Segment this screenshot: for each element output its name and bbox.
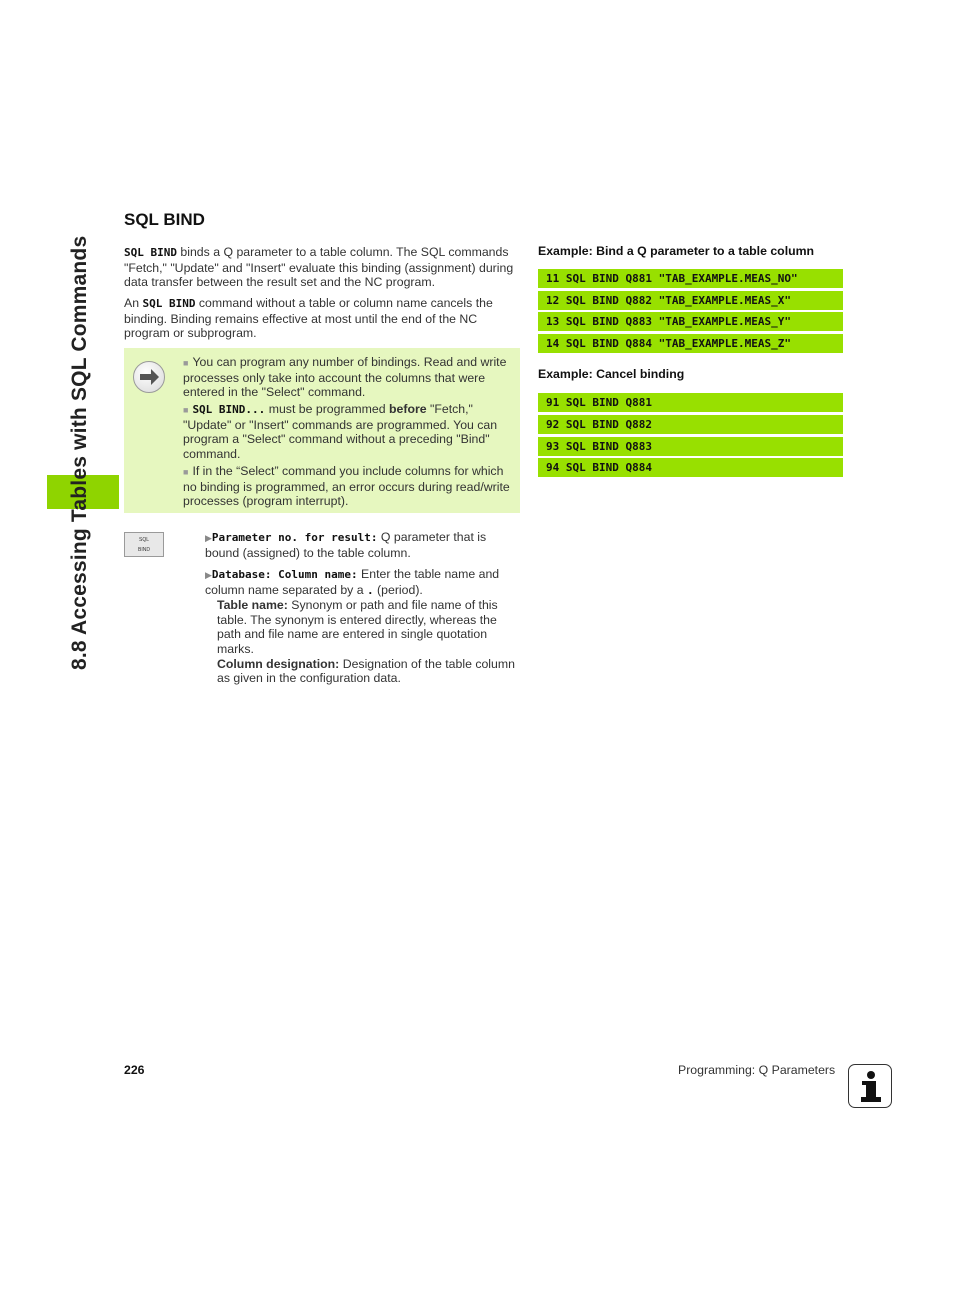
square-bullet-icon: ■ xyxy=(183,467,189,477)
param-sub-table xyxy=(205,598,517,656)
param-sub-bold: Column designation: xyxy=(217,656,340,671)
square-bullet-icon: ■ xyxy=(183,358,189,368)
note-bold-text: before xyxy=(389,402,427,416)
code-inline: SQL BIND xyxy=(124,246,177,259)
example-1-title: Example: Bind a Q parameter to a table column xyxy=(538,244,815,258)
code-line: 93 SQL BIND Q883 xyxy=(538,437,843,456)
page-number: 226 xyxy=(124,1063,145,1077)
intro-paragraph-1 xyxy=(124,245,520,290)
param-label: Database: Column name: xyxy=(211,568,358,581)
paragraph-text: binds a Q parameter to a table column. The SQL commands "Fetch," "Update" and "Insert" evaluate this binding (assignment) during data transfer between the result set and the NC program. xyxy=(124,245,514,290)
square-bullet-icon: ■ xyxy=(183,405,189,415)
info-icon xyxy=(848,1064,892,1108)
code-line: 92 SQL BIND Q882 xyxy=(538,415,843,434)
param-text: (period). xyxy=(373,582,423,597)
param-sub-column xyxy=(205,657,517,686)
code-inline: SQL BIND xyxy=(142,297,196,310)
note-item-3 xyxy=(183,464,513,509)
code-inline: . xyxy=(367,583,374,597)
note-text: You can program any number of bindings. Read and write processes only take into account the columns that were entered in the "Select" command. xyxy=(183,355,507,400)
sql-bind-softkey xyxy=(124,532,164,557)
note-text: must be programmed xyxy=(265,402,389,416)
param-sub-bold: Table name: xyxy=(217,598,288,613)
code-line: 14 SQL BIND Q884 "TAB_EXAMPLE.MEAS_Z" xyxy=(538,334,843,353)
param-sub-text: Designation of the table column as given in the configuration data. xyxy=(217,656,515,686)
triangle-bullet-icon: ▶ xyxy=(205,533,212,543)
param-item-result xyxy=(205,530,517,560)
param-item-column xyxy=(205,567,517,686)
param-text: Enter the table name and column name separated by a xyxy=(205,567,500,597)
code-inline: SQL BIND... xyxy=(192,403,266,416)
example-2-title: Example: Cancel binding xyxy=(538,367,685,381)
note-text: "Fetch," "Update" or "Insert" commands are programmed. You can program a "Select" command without a preceding "Bind" command. xyxy=(183,402,498,461)
softkey-label: BIND xyxy=(138,547,150,553)
softkey-label: SQL xyxy=(138,537,149,543)
code-line: 91 SQL BIND Q881 xyxy=(538,393,843,412)
param-sub-text: Synonym or path and file name of this table. The synonym is entered directly, whereas the path and file name are entered in single quotation marks. xyxy=(217,598,498,656)
code-line: 13 SQL BIND Q883 "TAB_EXAMPLE.MEAS_Y" xyxy=(538,312,843,331)
chapter-side-title: 8.8 Accessing Tables with SQL Commands xyxy=(68,235,91,670)
note-text: If in the “Select” command you include columns for which no binding is programmed, an error occurs during read/write processes (program interrupt). xyxy=(183,464,510,509)
paragraph-text: command without a table or column name cancels the binding. Binding remains effective at most until the end of the NC program or subprogram. xyxy=(124,296,493,341)
section-title: SQL BIND xyxy=(124,210,205,229)
param-text: Q parameter that is bound (assigned) to the table column. xyxy=(205,530,487,560)
arrow-right-icon xyxy=(133,361,165,393)
code-line: 94 SQL BIND Q884 xyxy=(538,458,843,477)
triangle-bullet-icon: ▶ xyxy=(205,570,212,580)
note-item-2 xyxy=(183,402,513,461)
code-line: 11 SQL BIND Q881 "TAB_EXAMPLE.MEAS_NO" xyxy=(538,269,843,288)
code-line: 12 SQL BIND Q882 "TAB_EXAMPLE.MEAS_X" xyxy=(538,291,843,310)
intro-paragraph-2 xyxy=(124,296,520,341)
footer-chapter-title: Programming: Q Parameters xyxy=(678,1063,836,1077)
param-label: Parameter no. for result: xyxy=(211,531,378,544)
paragraph-text: An xyxy=(124,296,143,310)
note-item-1 xyxy=(183,355,513,400)
